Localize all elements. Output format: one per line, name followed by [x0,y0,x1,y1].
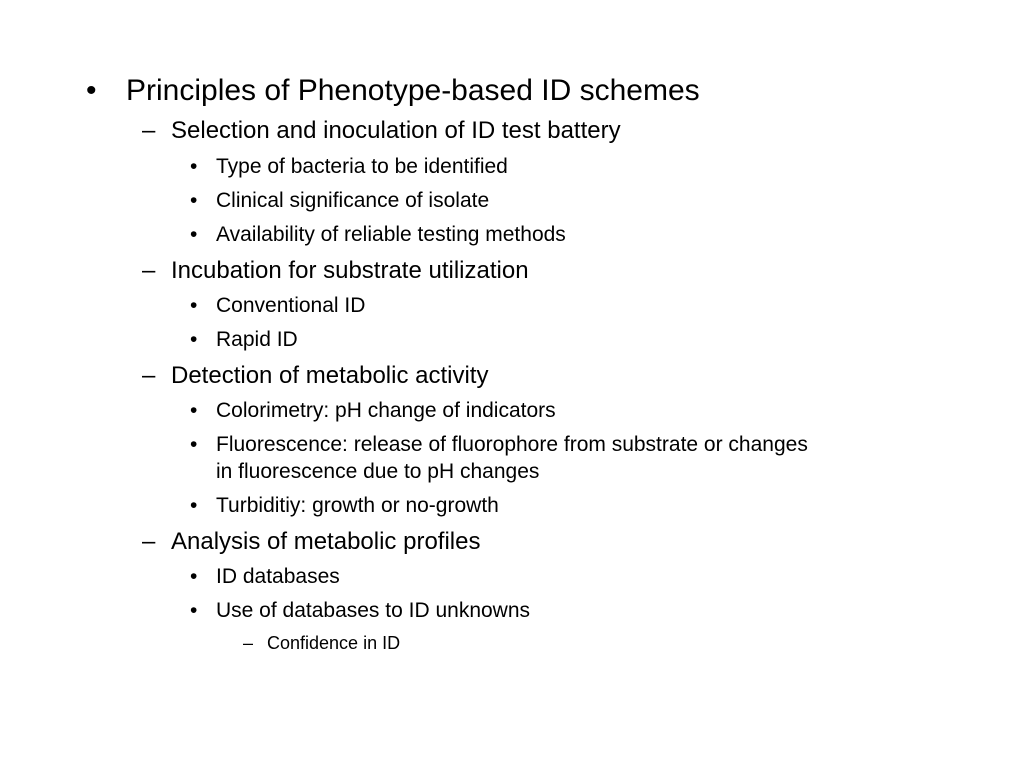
section-item: Clinical significance of isolate [216,189,490,212]
bullet-level1: • [86,74,97,107]
section-item: Availability of reliable testing methods [216,223,566,246]
bullet-level3: • [190,565,198,588]
dash-level2: – [142,362,156,389]
section-title: Incubation for substrate utilization [171,257,529,284]
section-title: Selection and inoculation of ID test battery [171,117,621,144]
section-title: Detection of metabolic activity [171,362,489,389]
section-item: Turbiditiy: growth or no-growth [216,494,499,517]
outline-heading: Principles of Phenotype-based ID schemes [126,74,700,107]
dash-level2: – [142,528,156,555]
bullet-level3: • [190,189,198,212]
bullet-level3: • [190,494,198,517]
bullet-level3: • [190,433,198,456]
bullet-level3: • [190,399,198,422]
dash-level4: – [243,633,254,653]
dash-level2: – [142,257,156,284]
dash-level2: – [142,117,156,144]
bullet-level3: • [190,599,198,622]
bullet-level3: • [190,223,198,246]
section-subitem: Confidence in ID [267,633,401,653]
section-title: Analysis of metabolic profiles [171,528,481,555]
section-item: Colorimetry: pH change of indicators [216,399,556,422]
bullet-level3: • [190,294,198,317]
section-item: Type of bacteria to be identified [216,155,508,178]
section-item-continuation: in fluorescence due to pH changes [216,460,540,483]
section-item: Rapid ID [216,328,298,351]
section-item: ID databases [216,565,340,588]
section-item: Fluorescence: release of fluorophore from substrate or changes [216,433,808,456]
section-item: Conventional ID [216,294,366,317]
section-item: Use of databases to ID unknowns [216,599,531,622]
bullet-level3: • [190,328,198,351]
bullet-level3: • [190,155,198,178]
